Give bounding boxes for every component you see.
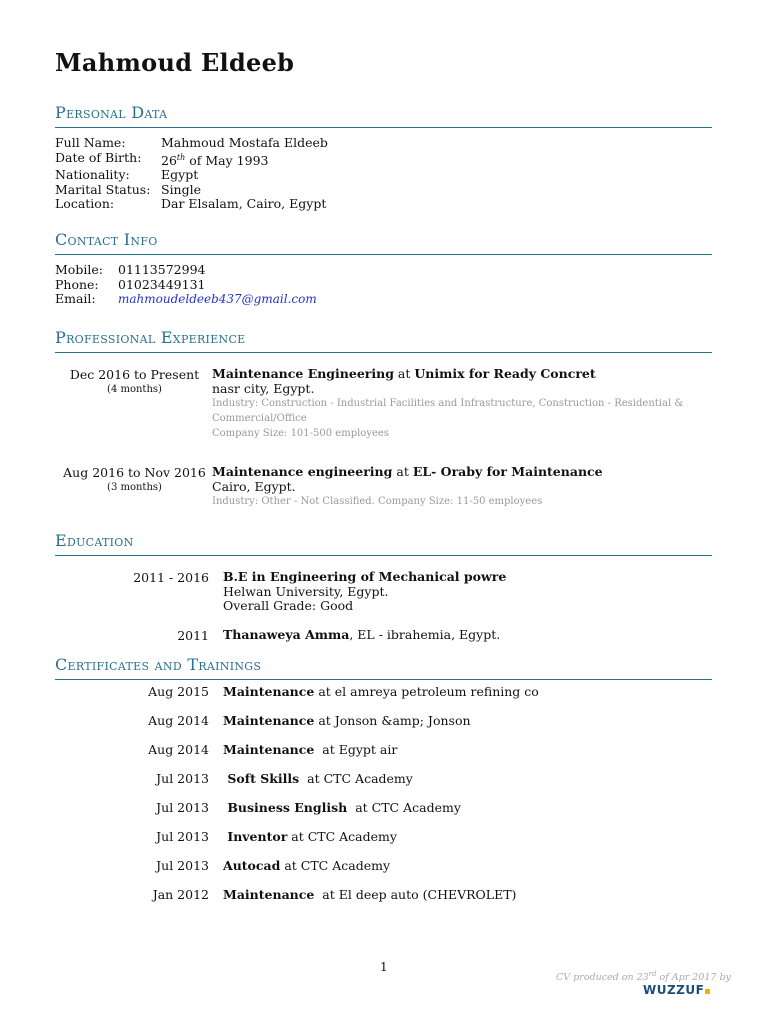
degree-title: B.E in Engineering of Mechanical powre — [223, 569, 507, 584]
cert-date: Aug 2015 — [148, 684, 209, 699]
experience-entry: Maintenance engineering at EL- Oraby for Maintenance Cairo, Egypt. Industry: Other - Not Classified. Company Size: 11-50 employees — [212, 464, 603, 507]
cert-entry: Maintenance at Jonson &amp; Jonson — [223, 713, 471, 728]
job-title: Maintenance Engineering — [212, 366, 394, 381]
field-label: Full Name: — [55, 135, 126, 150]
education-entry — [223, 570, 506, 614]
cert-date: Aug 2014 — [148, 713, 209, 728]
field-label: Date of Birth: — [55, 149, 142, 165]
wuzzuf-logo: WUZZUF — [643, 983, 710, 997]
section-rule — [55, 352, 712, 353]
degree-title: Thanaweya Amma — [223, 627, 350, 642]
institution: , EL - ibrahemia, Egypt. — [349, 627, 501, 642]
field-label: Location: — [55, 196, 115, 212]
section-rule — [55, 555, 712, 556]
grade: Overall Grade: Good — [223, 598, 354, 613]
section-title-education: Education — [55, 531, 134, 550]
personal-row-dob — [55, 151, 328, 169]
job-location: nasr city, Egypt. — [212, 380, 315, 396]
field-label: Mobile: — [55, 262, 103, 277]
page-number: 1 — [380, 960, 388, 974]
job-location: Cairo, Egypt. — [212, 478, 296, 494]
field-value: 26th of May 1993 — [161, 152, 269, 168]
section-title-contact-info: Contact Info — [55, 230, 158, 249]
experience-duration: (4 months) — [107, 384, 162, 395]
personal-row-nationality — [55, 168, 328, 183]
cert-entry: Maintenance at el amreya petroleum refining co — [223, 684, 539, 699]
field-value: Dar Elsalam, Cairo, Egypt — [161, 196, 327, 212]
cert-date: Jul 2013 — [156, 829, 209, 844]
education-date: 2011 — [177, 628, 209, 643]
field-value: Mahmoud Mostafa Eldeeb — [161, 135, 328, 150]
contact-row-email — [55, 292, 317, 307]
personal-row-marital-status — [55, 183, 328, 198]
field-label: Nationality: — [55, 167, 130, 183]
cert-entry: Soft Skills at CTC Academy — [223, 771, 413, 786]
education-date: 2011 - 2016 — [133, 570, 209, 585]
company-name: Unimix for Ready Concret — [414, 366, 596, 381]
experience-entry: Maintenance Engineering at Unimix for Ready Concret nasr city, Egypt. Industry: Construction - Industrial Facilities and Infrastructure, Construction - Residential & Commercial/Office Company Size: 101-500 employees — [212, 366, 684, 439]
field-value: 01113572994 — [118, 262, 206, 277]
cert-date: Jan 2012 — [152, 887, 209, 902]
email-link[interactable]: mahmoudeldeeb437@gmail.com — [118, 292, 317, 306]
field-label: Marital Status: — [55, 181, 151, 197]
section-title-certificates: Certificates and Trainings — [55, 655, 262, 674]
experience-date: Aug 2016 to Nov 2016 — [63, 465, 206, 480]
industry-text-cont: Commercial/Office — [212, 413, 307, 424]
cert-date: Jul 2013 — [156, 771, 209, 786]
field-label: Phone: — [55, 276, 99, 292]
industry-text: Industry: Construction - Industrial Facilities and Infrastructure, Construction - Residential & — [212, 398, 684, 409]
company-name: EL- Oraby for Maintenance — [412, 464, 603, 479]
personal-row-full-name — [55, 136, 328, 151]
cert-entry: Business English at CTC Academy — [223, 800, 461, 815]
candidate-name: Mahmoud Eldeeb — [55, 48, 295, 77]
cert-entry: Autocad at CTC Academy — [223, 858, 391, 873]
contact-row-mobile — [55, 263, 317, 278]
education-entry — [223, 628, 500, 643]
contact-info-list — [55, 263, 317, 307]
section-title-professional-experience: Professional Experience — [55, 328, 246, 347]
field-label: Email: — [55, 291, 96, 306]
experience-date: Dec 2016 to Present — [69, 367, 200, 382]
cert-date: Jul 2013 — [156, 800, 209, 815]
section-rule — [55, 679, 712, 680]
institution: Helwan University, Egypt. — [223, 583, 389, 599]
section-title-personal-data: Personal Data — [55, 103, 168, 122]
field-value: Egypt — [161, 167, 199, 183]
field-value: 01023449131 — [118, 276, 206, 292]
job-title: Maintenance engineering — [212, 464, 393, 479]
cert-entry: Inventor at CTC Academy — [223, 829, 397, 844]
personal-data-list — [55, 136, 328, 212]
industry-text: Industry: Other - Not Classified. Company Size: 11-50 employees — [212, 496, 543, 507]
personal-row-location — [55, 197, 328, 212]
cert-entry: Maintenance at Egypt air — [223, 742, 398, 757]
section-rule — [55, 254, 712, 255]
cert-date: Aug 2014 — [148, 742, 209, 757]
contact-row-phone — [55, 278, 317, 293]
cert-date: Jul 2013 — [156, 858, 209, 873]
experience-duration: (3 months) — [107, 482, 162, 493]
field-value: Single — [161, 181, 202, 197]
section-rule — [55, 127, 712, 128]
company-size: Company Size: 101-500 employees — [212, 428, 389, 439]
cert-entry: Maintenance at El deep auto (CHEVROLET) — [223, 887, 517, 902]
cv-produced-note: CV produced on 23rd of Apr 2017 by — [556, 970, 731, 984]
